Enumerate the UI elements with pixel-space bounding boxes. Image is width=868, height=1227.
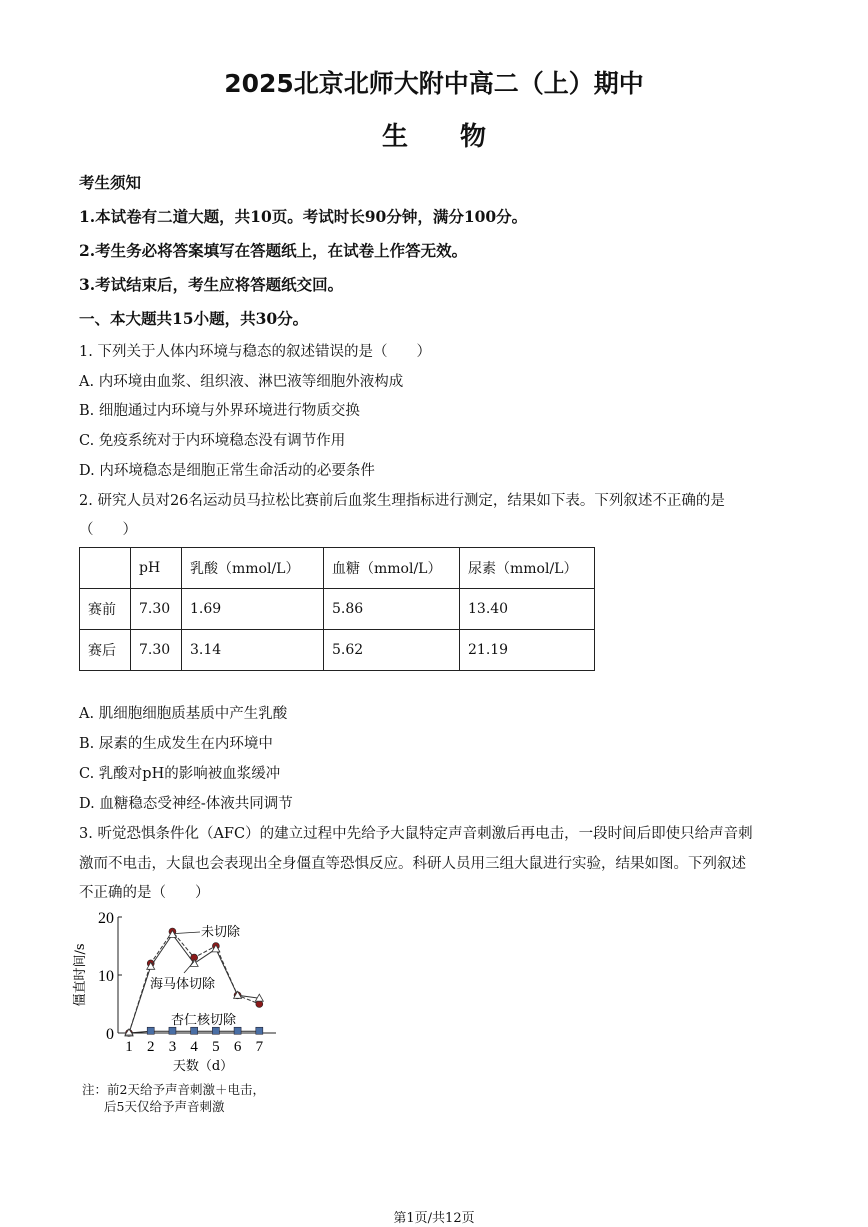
series-label: 海马体切除: [150, 977, 216, 992]
x-axis-label: 天数（d）: [172, 1059, 234, 1074]
x-tick-label: 4: [190, 1039, 198, 1055]
series-label: 杏仁核切除: [171, 1013, 237, 1028]
table-cell: 赛前: [80, 589, 131, 630]
table-cell: 7.30: [131, 589, 182, 630]
question-stem: 激而不电击，大鼠也会表现出全身僵直等恐惧反应。科研人员用三组大鼠进行实验，结果如图。下列叙述: [79, 856, 746, 872]
table-cell: 3.14: [182, 630, 324, 671]
table-cell: 赛后: [80, 630, 131, 671]
question-option: A. 内环境由血浆、组织液、淋巴液等细胞外液构成: [79, 374, 404, 390]
page-number: 第1页/共12页: [393, 1211, 475, 1226]
table-cell: 5.62: [324, 630, 460, 671]
table-cell: [80, 548, 131, 589]
x-tick-label: 1: [125, 1039, 133, 1055]
question-stem: 3. 听觉恐惧条件化（AFC）的建立过程中先给予大鼠特定声音刺激后再电击，一段时间后即使只给声音刺: [79, 826, 753, 842]
y-tick-label: 10: [98, 968, 114, 985]
table-cell: 13.40: [460, 589, 595, 630]
question-option: D. 血糖稳态受神经-体液共同调节: [79, 796, 293, 812]
data-point: [212, 1027, 219, 1034]
page-title: 2025北京北师大附中高二（上）期中: [224, 69, 644, 98]
table-cell: 5.86: [324, 589, 460, 630]
question-stem: （ ）: [79, 522, 137, 538]
data-point: [191, 1027, 198, 1034]
data-point: [169, 1027, 176, 1034]
subject-title: 生 物: [381, 122, 486, 152]
x-tick-label: 5: [212, 1039, 220, 1055]
notice-item: 2.考生务必将答案填写在答题纸上，在试卷上作答无效。: [79, 241, 468, 260]
table-cell: 血糖（mmol/L）: [324, 548, 460, 589]
data-point: [147, 1027, 154, 1034]
question-stem: 1. 下列关于人体内环境与稳态的叙述错误的是（ ）: [79, 344, 431, 360]
x-tick-label: 7: [255, 1039, 264, 1055]
x-tick-label: 2: [146, 1039, 155, 1055]
y-tick-label: 0: [106, 1026, 114, 1043]
notice-item: 1.本试卷有二道大题，共10页。考试时长90分钟，满分100分。: [79, 207, 528, 226]
question-option: C. 免疫系统对于内环境稳态没有调节作用: [79, 433, 346, 449]
x-tick-label: 6: [233, 1039, 242, 1055]
label-leader: [184, 961, 194, 973]
data-table: [79, 547, 595, 671]
table-cell: 1.69: [182, 589, 324, 630]
series-label: 未切除: [201, 925, 241, 940]
data-point: [234, 1027, 241, 1034]
question-option: B. 细胞通过内环境与外界环境进行物质交换: [79, 403, 360, 419]
notice-item: 3.考试结束后，考生应将答题纸交回。: [79, 275, 344, 294]
question-stem: 2. 研究人员对26名运动员马拉松比赛前后血浆生理指标进行测定，结果如下表。下列叙述不正确的是: [79, 493, 725, 509]
y-tick-label: 20: [98, 910, 114, 927]
table-row: [80, 630, 595, 671]
notice-heading: 考生须知: [79, 173, 142, 192]
table-header-row: [80, 548, 595, 589]
question-option: B. 尿素的生成发生在内环境中: [79, 736, 273, 752]
table-cell: 尿素（mmol/L）: [460, 548, 595, 589]
data-point: [256, 1027, 263, 1034]
table-cell: pH: [131, 548, 182, 589]
x-tick-label: 3: [168, 1039, 177, 1055]
section-heading: 一、本大题共15小题，共30分。: [79, 309, 309, 328]
chart-note: 注：前2天给予声音刺激＋电击，: [82, 1082, 265, 1097]
table-cell: 21.19: [460, 630, 595, 671]
line-chart: [70, 905, 310, 1080]
label-leader: [175, 932, 200, 934]
table-cell: 7.30: [131, 630, 182, 671]
question-option: C. 乳酸对pH的影响被血浆缓冲: [79, 766, 281, 782]
table-cell: 乳酸（mmol/L）: [182, 548, 324, 589]
chart-note: 后5天仅给予声音刺激: [104, 1099, 225, 1114]
question-option: D. 内环境稳态是细胞正常生命活动的必要条件: [79, 463, 375, 479]
question-stem: 不正确的是（ ）: [79, 885, 210, 901]
question-option: A. 肌细胞细胞质基质中产生乳酸: [79, 706, 288, 722]
table-row: [80, 589, 595, 630]
y-axis-label: 僵直时间/s: [73, 943, 88, 1007]
